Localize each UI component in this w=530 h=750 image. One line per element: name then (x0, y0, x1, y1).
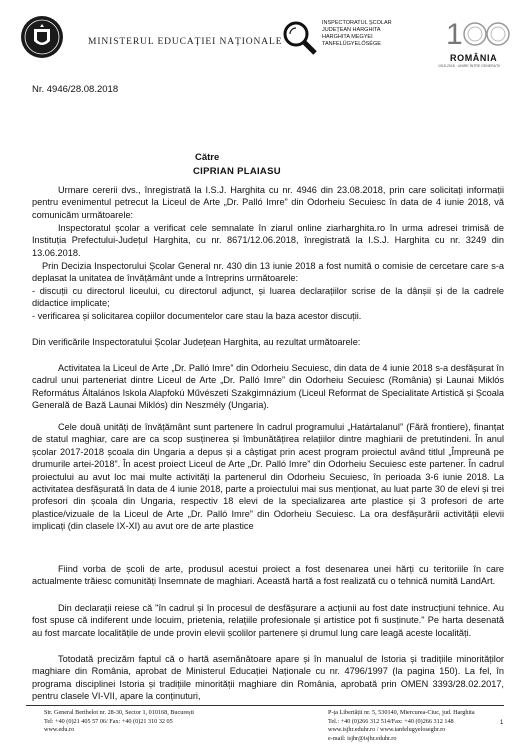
footer-line: Tel.: +40 (0)266 312 514/Fax: +40 (0)266 312 148 (328, 717, 454, 725)
centenary-wordmark: ROMÂNIA (450, 53, 498, 63)
isj-line: HARGHITA MEGYEI (322, 34, 373, 40)
body-paragraph: - verificarea și solicitarea copiilor documentelor care stau la baza acestor discuții. (32, 311, 362, 321)
body-paragraph: Din verificările Inspectoratului Școlar Județean Harghita, au rezultat următoarele: (32, 337, 361, 347)
svg-text:1: 1 (446, 18, 463, 51)
footer-divider (26, 705, 504, 706)
body-paragraph: - discuții cu directorul liceului, cu directorul adjunct, și luarea declarațiilor scrise de la dânșii și de la cadrele didactice implicate; (32, 286, 504, 309)
footer-line: Tel: +40 (0)21 405 57 06/ Fax: +40 (0)21 310 32 05 (44, 717, 173, 725)
footer-line: Str. General Berthelot nr. 28-30, Sector 1, 010168, București (44, 709, 195, 716)
isj-magnifier-logo (280, 18, 318, 56)
body-paragraph: Cele două unități de învățământ sunt partenere în cadrul programului „Határtalanul” (Fără frontiere), finanțat de statul maghiar, care are ca scop susținerea și îmbunătățirea relațiilor dintre maghiarii de pretutindeni. În anul școlar 2017-2018 școala din Ungaria a depus și a câștigat prin acest program proiectul având titlul „Împreună pe drumurile artei-2018”. În acest proiect Liceul de Arte „Dr. Palló Imre” din Odorheiu Secuiesc este partener. În cadrul proiectului au avut loc mai multe activități la partenerul din Odorheiu Secuiesc, în perioada 3-6 iunie 2018. La activitatea desfășurată în data de 4 iunie 2018, parte a proiectului mai sus menționat, au luat parte 30 de elevi și trei profesori din școala din Ungaria, respectiv 18 elevi de la specializarea arte plastice și 3 profesori de arte plastice/vizuale de la Liceul de Arte „Dr. Palló Imre” din Odorheiu Secuiesc. La ora desfășurării activității elevii implicați (din clasele IX-XI) au avut ore de arte plastice (32, 422, 504, 532)
body-paragraph: Prin Decizia Inspectorului Școlar General nr. 430 din 13 iunie 2018 a fost numită o comisie de cercetare care s-a deplasat la unitatea de învățământ unde a întreprins următoarele: (32, 261, 504, 284)
addressee-name: CIPRIAN PLAIASU (193, 166, 281, 177)
body-paragraph: Fiind vorba de școli de arte, produsul acestui proiect a fost desenarea unei hărți cu teritoriile în care actualmente trăiesc comunități însemnate de maghiari. Această hartă a fost realizată cu o tehnică numită LandArt. (32, 564, 504, 587)
body-paragraph: Din declarații reiese că "în cadrul și în procesul de desfășurare a acțiunii au fost date instrucțiuni tehnice. Au fost spuse că indiferent unde locuim, prietenia, relațiile profesionale și artistice pot fi susținute." Pe harta desenată au fost marcate localitățile de unde provin elevii școlilor partenere și drumul lung care leagă aceste localități. (32, 603, 504, 638)
footer-link[interactable]: www.edu.ro (44, 726, 75, 734)
isj-line: INSPECTORATUL ȘCOLAR (322, 20, 392, 26)
isj-line: JUDEȚEAN HARGHITA (322, 27, 381, 33)
centenary-tagline: 1918-2018 · UNIRE ÎNTRE GENERAȚII (438, 64, 501, 68)
letterhead (0, 10, 530, 70)
footer-email[interactable]: e-mail: isjhr@isjhr.eduhr.ro (328, 734, 397, 742)
addressee-label: Către (195, 152, 220, 163)
registration-number: Nr. 4946/28.08.2018 (32, 84, 119, 95)
romanian-coat-of-arms-logo (20, 13, 64, 61)
isj-name (322, 20, 392, 48)
footer-link[interactable]: www.isjhr.eduhr.ro / www.tanfelugyeloseghr.ro (328, 726, 446, 734)
body-paragraph: Urmare cererii dvs., înregistrată la I.S.J. Harghita cu nr. 4946 din 23.08.2018, prin care solicitați informații pentru evenimentul petrecut la Liceul de Arte „Dr. Palló Imre” din Odorheiu Secuiesc în data de 4 iunie 2018, vă comunicăm următoarele: (32, 185, 504, 220)
body-paragraph: Totodată precizăm faptul că o hartă asemănătoare apare și în manualul de Istoria și tradițiile minorităților maghiare din România, aprobat de Ministerul Educației Naționale cu nr. 4796/1997 (la pagina 150). La fel, în programa disciplinei Istoria și tradițiile minorității maghiare din România, aprobată prin OMEN 3393/28.02.2017, pentru clasele VI-VII, apare la conținuturi, (32, 654, 504, 702)
isj-line: TANFELÜGYELŐSÉGE (322, 41, 381, 47)
ministry-name: MINISTERUL EDUCAȚIEI NAȚIONALE (88, 37, 283, 47)
body-paragraph: Inspectoratul școlar a verificat cele semnalate în ziarul online ziarharghita.ro în urma adresei trimisă de Instituția Prefectului-Județul Harghita, cu nr. 8671/12.06.2018, înregistrată la I.S.J. Harghita cu nr. 3249 din 13.06.2018. (32, 223, 504, 258)
body-paragraph: Activitatea la Liceul de Arte „Dr. Palló Imre” din Odorheiu Secuiesc, din data de 4 iunie 2018 s-a desfășurat în cadrul unui parteneriat dintre Liceul de Arte „Dr. Palló Imre” din Odorheiu Secuiesc (România) și Launai Miklós Református Általános Iskola Alapfokú Művészeti Szakgimnázium (Liceul Reformat de Specialitate Artistică și Școala Generală de Bază Launai Miklós) din Neszmély (Ungaria). (32, 363, 504, 411)
page-number: 1 (500, 720, 504, 726)
footer-line: P-ța Libertății nr. 5, 530140, Miercurea-Ciuc, jud. Harghita (328, 709, 475, 716)
isj-contact (328, 709, 475, 743)
ministry-contact (44, 709, 194, 735)
